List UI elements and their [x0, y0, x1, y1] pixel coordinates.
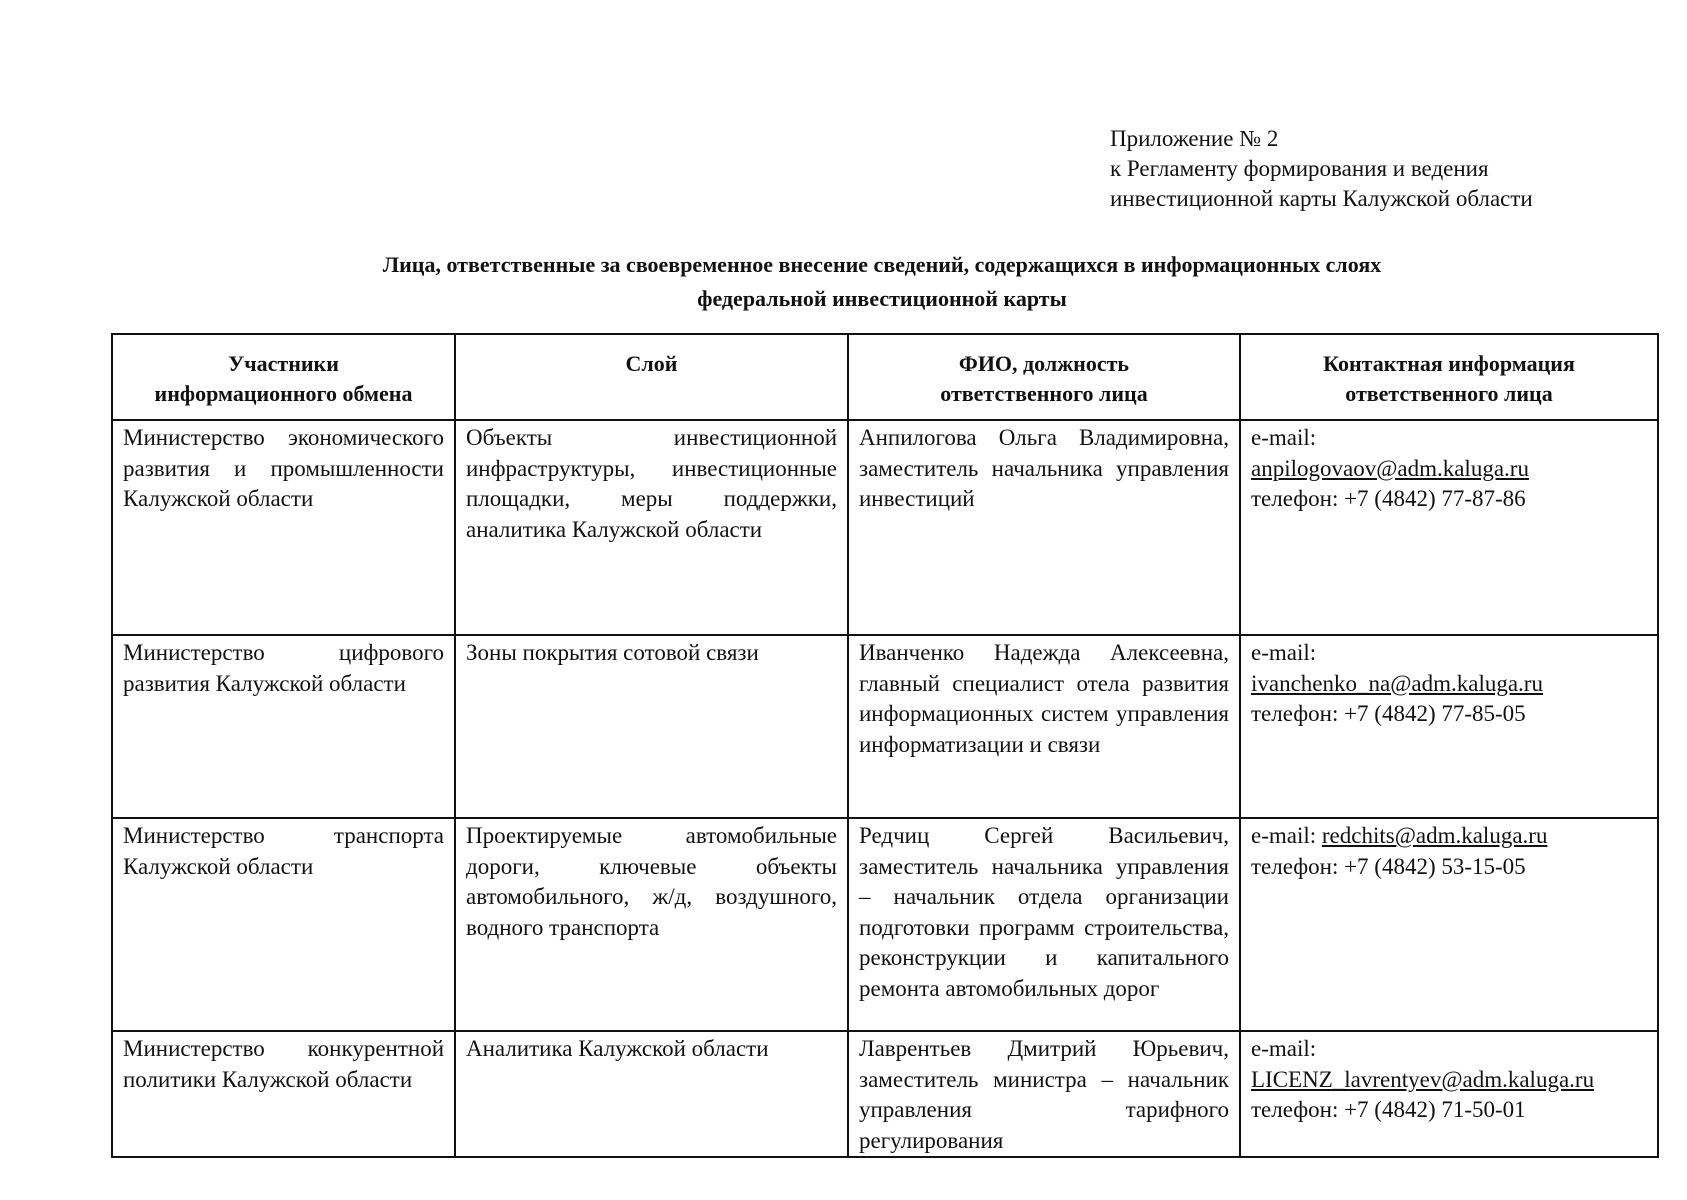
annex-number: Приложение № 2: [1110, 126, 1279, 151]
header-participants: Участники информационного обмена: [112, 334, 455, 420]
annex-reference: к Регламенту формирования и ведения: [1110, 156, 1489, 181]
table-row: [112, 420, 1658, 635]
phone-text: телефон: +7 (4842) 77-85-05: [1251, 701, 1526, 726]
email-label: e-mail:: [1251, 1036, 1317, 1061]
person-cell: Анпилогова Ольга Владимировна, заместитель начальника управления инвестиций: [848, 420, 1240, 635]
layer-cell: Аналитика Калужской области: [455, 1031, 848, 1157]
contact-cell: [1240, 1031, 1658, 1157]
participant-cell: Министерство экономического развития и промышленности Калужской области: [112, 420, 455, 635]
document-title: [112, 248, 1652, 316]
annex-reference-cont: инвестиционной карты Калужской области: [1110, 186, 1533, 211]
email-link[interactable]: anpilogovaov@adm.kaluga.ru: [1251, 455, 1529, 481]
table-row: [112, 635, 1658, 818]
participant-cell: Министерство конкурентной политики Калужской области: [112, 1031, 455, 1157]
email-label: e-mail:: [1251, 640, 1317, 665]
person-cell: Лаврентьев Дмитрий Юрьевич, заместитель министра – начальник управления тарифного регулирования: [848, 1031, 1240, 1157]
document-title-line2: федеральной инвестиционной карты: [697, 286, 1067, 311]
document-title-line1: Лица, ответственные за своевременное внесение сведений, содержащихся в информационных слоях: [382, 252, 1382, 277]
email-link[interactable]: ivanchenko_na@adm.kaluga.ru: [1251, 670, 1543, 696]
person-cell: Редчиц Сергей Васильевич, заместитель начальника управления – начальник отдела организации подготовки программ строительства, реконструкции и капитального ремонта автомобильных дорог: [848, 818, 1240, 1031]
table-row: [112, 1031, 1658, 1157]
contact-cell: [1240, 818, 1658, 1031]
email-link[interactable]: LICENZ_lavrentyev@adm.kaluga.ru: [1251, 1066, 1595, 1092]
table-header-row: [112, 334, 1658, 420]
participant-cell: Министерство транспорта Калужской области: [112, 818, 455, 1031]
phone-text: телефон: +7 (4842) 71-50-01: [1251, 1097, 1526, 1122]
phone-text: телефон: +7 (4842) 53-15-05: [1251, 853, 1526, 879]
email-label: e-mail:: [1251, 823, 1317, 848]
contact-cell: [1240, 635, 1658, 818]
header-person: ФИО, должность ответственного лица: [848, 334, 1240, 420]
email-link[interactable]: redchits@adm.kaluga.ru: [1321, 823, 1548, 848]
responsible-persons-table: [111, 333, 1659, 1158]
layer-cell: Объекты инвестиционной инфраструктуры, инвестиционные площадки, меры поддержки, аналитика Калужской области: [455, 420, 848, 635]
annex-header: [1110, 124, 1533, 214]
phone-text: телефон: +7 (4842) 77-87-86: [1251, 486, 1526, 511]
layer-cell: Проектируемые автомобильные дороги, ключевые объекты автомобильного, ж/д, воздушного, водного транспорта: [455, 818, 848, 1031]
table-row: [112, 818, 1658, 1031]
email-label: e-mail:: [1251, 425, 1317, 450]
participant-cell: Министерство цифрового развития Калужской области: [112, 635, 455, 818]
layer-cell: Зоны покрытия сотовой связи: [455, 635, 848, 818]
person-cell: Иванченко Надежда Алексеевна, главный специалист отела развития информационных систем управления информатизации и связи: [848, 635, 1240, 818]
header-contacts: Контактная информация ответственного лица: [1240, 334, 1658, 420]
header-layer: Слой: [455, 334, 848, 420]
contact-cell: [1240, 420, 1658, 635]
